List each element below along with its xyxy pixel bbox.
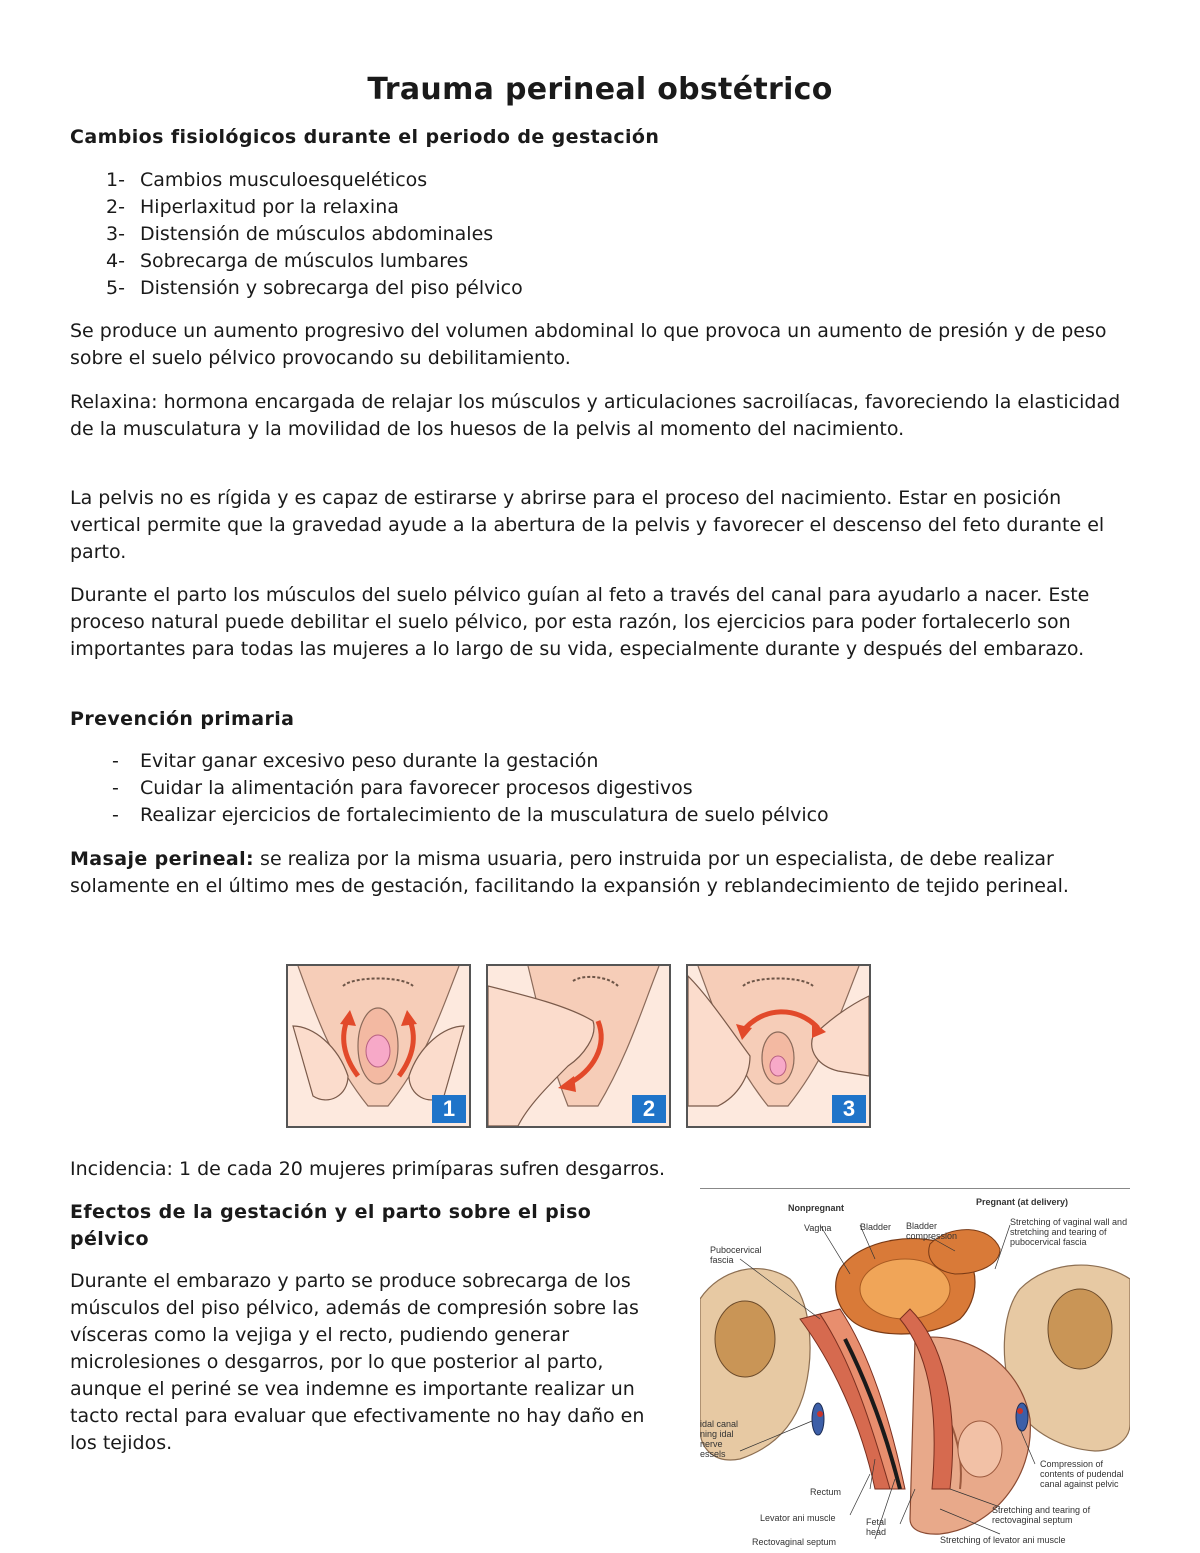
anatomy-label-stretching-rectovaginal: Stretching and tearing of rectovaginal septum: [992, 1505, 1091, 1525]
anatomy-label-vagina: Vagina: [804, 1223, 832, 1233]
paragraph-relaxina: Relaxina: hormona encargada de relajar los músculos y articulaciones sacroilíacas, favoreciendo la elasticidad de la musculatura y la movilidad de los huesos de la pelvis al momento del nacimiento.: [70, 391, 1121, 440]
prevention-list: [70, 748, 1130, 829]
incidence-text: Incidencia: 1 de cada 20 mujeres primíparas sufren desgarros.: [70, 1158, 666, 1180]
paragraph-perineal-massage: [70, 846, 1130, 900]
anatomy-label-pudendal-canal: idal canal ning idal nerve essels: [700, 1419, 739, 1459]
anatomy-label-bladder-compression: Bladder compression: [906, 1221, 958, 1241]
anatomy-label-stretching-levator: Stretching of levator ani muscle: [940, 1535, 1066, 1545]
paragraph-pregnancy-effects: Durante el embarazo y parto se produce sobrecarga de los músculos del piso pélvico, además de compresión sobre las vísceras como la vejiga y el recto, pudiendo generar microlesiones o desgarros, por lo que posterior al parto, aunque el periné se vea indemne es importante realizar un tacto rectal para evaluar que efectivamente no hay daño en los tejidos.: [70, 1270, 645, 1454]
list-item: - Evitar ganar excesivo peso durante la gestación: [112, 750, 599, 772]
pelvic-anatomy-figure: [700, 1188, 1130, 1551]
anatomy-label-rectovaginal: Rectovaginal septum: [752, 1537, 837, 1547]
page-title: Trauma perineal obstétrico: [367, 72, 833, 107]
section-heading-primary-prevention: Prevención primaria: [70, 708, 295, 730]
panel-number-badge: 3: [832, 1095, 866, 1123]
massage-panel-1: [286, 964, 471, 1128]
list-item: - Realizar ejercicios de fortalecimiento de la musculatura de suelo pélvico: [112, 804, 829, 826]
anatomy-label-pubocervical: Pubocervical fascia: [710, 1245, 762, 1265]
anatomy-label-levator: Levator ani muscle: [760, 1513, 836, 1523]
massage-label: Masaje perineal:: [70, 848, 254, 870]
list-item: - Cuidar la alimentación para favorecer procesos digestivos: [112, 777, 693, 799]
section-heading-physiological-changes: Cambios fisiológicos durante el periodo de gestación: [70, 126, 660, 148]
physiological-changes-list: [70, 167, 1130, 302]
list-item: 4- Sobrecarga de músculos lumbares: [106, 250, 469, 272]
massage-text: se realiza por la misma usuaria, pero instruida por un especialista, de debe realizar solamente en el último mes de gestación, facilitando la expansión y reblandecimiento de tejido perineal.: [70, 848, 1069, 897]
section-heading-pregnancy-effects: Efectos de la gestación y el parto sobre el piso pélvico: [70, 1201, 592, 1250]
paragraph-labor-muscles: Durante el parto los músculos del suelo pélvico guían al feto a través del canal para ayudarlo a nacer. Este proceso natural puede debilitar el suelo pélvico, por esta razón, los ejercicios para poder fortalecerlo son importantes para todas las mujeres a lo largo de su vida, especialmente durante y después del embarazo.: [70, 584, 1090, 660]
anatomy-label-rectum: Rectum: [810, 1487, 842, 1497]
anatomy-label-nonpregnant: Nonpregnant: [788, 1203, 844, 1213]
list-item: 5- Distensión y sobrecarga del piso pélvico: [106, 277, 523, 299]
anatomy-label-bladder: Bladder: [860, 1222, 892, 1232]
panel-number-badge: 2: [632, 1095, 666, 1123]
anatomy-label-compression-pudendal: Compression of contents of pudendal canal against pelvic: [1040, 1459, 1124, 1489]
list-item: 2- Hiperlaxitud por la relaxina: [106, 196, 399, 218]
anatomy-label-stretching-vaginal: Stretching of vaginal wall and stretching and tearing of pubocervical fascia: [1010, 1217, 1128, 1247]
massage-panel-2: [486, 964, 671, 1128]
perineal-massage-figure: [286, 964, 874, 1130]
anatomy-label-pregnant: Pregnant (at delivery): [976, 1197, 1069, 1207]
anatomy-label-fetal-head: Fetal head: [866, 1517, 887, 1537]
paragraph-pelvis: La pelvis no es rígida y es capaz de estirarse y abrirse para el proceso del nacimiento. Estar en posición vertical permite que la gravedad ayude a la abertura de la pelvis y favorecer el descenso del feto durante el parto.: [70, 487, 1105, 563]
list-item: 3- Distensión de músculos abdominales: [106, 223, 494, 245]
panel-number-badge: 1: [432, 1095, 466, 1123]
massage-panel-3: [686, 964, 871, 1128]
paragraph-abdominal-volume: Se produce un aumento progresivo del volumen abdominal lo que provoca un aumento de presión y de peso sobre el suelo pélvico provocando su debilitamiento.: [70, 320, 1107, 369]
list-item: 1- Cambios musculoesqueléticos: [106, 169, 428, 191]
